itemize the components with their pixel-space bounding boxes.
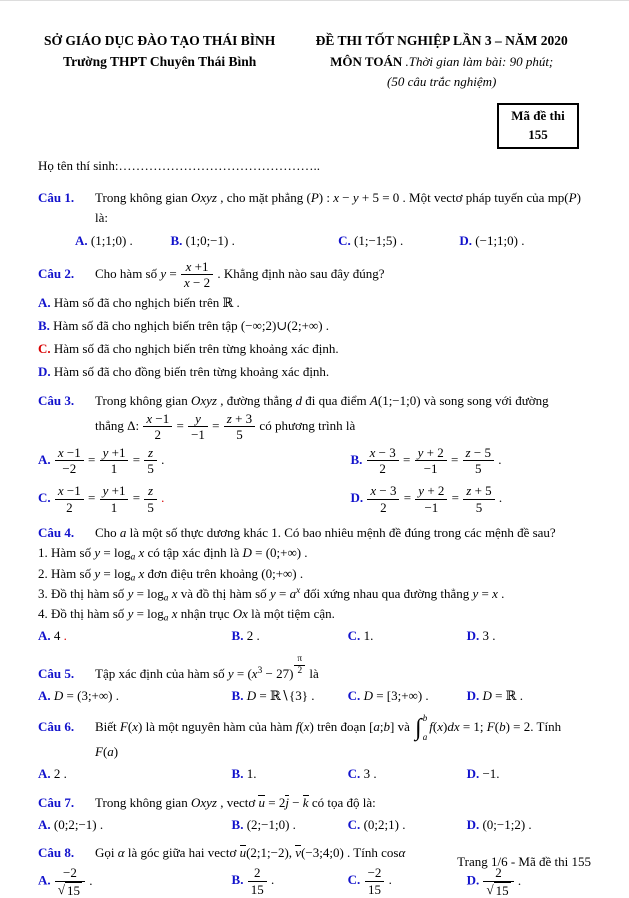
integral: ∫ b a xyxy=(415,713,428,743)
header xyxy=(38,31,591,92)
option-letter: B. xyxy=(38,318,54,334)
exam-title: ĐỀ THI TỐT NGHIỆP LẦN 3 – NĂM 2020 xyxy=(315,33,568,48)
option-letter: C. xyxy=(338,232,355,248)
subject-name: MÔN TOÁN xyxy=(330,53,406,69)
answer-option xyxy=(232,764,348,784)
question-first-line xyxy=(38,523,591,543)
question-number: Câu 8. xyxy=(38,844,75,860)
question-text: Tập xác định của hàm số $y = (x^3 - 27)$ $^{\frac{\pi}{2}}$ là xyxy=(95,654,319,681)
vector-bar: u xyxy=(258,794,265,810)
question-text-line: F(a) xyxy=(95,744,119,760)
option-letter: B. xyxy=(170,232,186,248)
square-root: √ 15 xyxy=(486,881,509,898)
question-text-line: 2. Hàm số $y = \log_a x$ đơn điệu trên khoảng (0;+∞) . xyxy=(38,565,304,583)
answer-option xyxy=(38,293,591,313)
question-number: Câu 6. xyxy=(38,719,75,735)
fraction: $\frac{y +1}{1}$ xyxy=(100,483,129,515)
option-letter: A. xyxy=(38,688,54,704)
option-text: (1;1;0) . xyxy=(90,232,133,248)
answer-option xyxy=(350,445,591,477)
school-name: Trường THPT Chuyên Thái Bình xyxy=(63,53,257,69)
option-text: Hàm số đã cho nghịch biến trên từng khoảng xác định. xyxy=(53,341,339,357)
fraction: $\frac{x - 3}{2}$ xyxy=(367,445,399,477)
answer-option xyxy=(348,686,467,706)
question-block xyxy=(38,654,591,706)
answer-option xyxy=(38,865,232,898)
exam-code-box xyxy=(497,103,579,149)
header-left xyxy=(38,31,281,73)
option-letter: D. xyxy=(466,816,483,832)
answer-option xyxy=(232,865,348,898)
radical-sign: √ xyxy=(57,881,66,897)
options-row xyxy=(38,686,591,706)
department-name: SỞ GIÁO DỤC ĐÀO TẠO THÁI BÌNH xyxy=(44,33,276,48)
question-text-line: 3. Đồ thị hàm số $y = \log_a x$ và đồ thị hàm số $y = a^x$ đối xứng nhau qua đường thẳng y = x . xyxy=(38,585,505,603)
option-text: (0;2;1) . xyxy=(363,816,406,832)
option-text: 4 xyxy=(53,627,61,643)
question-number: Câu 7. xyxy=(38,794,75,810)
fraction: $\frac{y + 2}{-1}$ xyxy=(415,483,447,515)
exam-code-label: Mã đề thi xyxy=(511,108,565,123)
question-block xyxy=(38,391,591,516)
option-text: D = ℝ∖{3} . xyxy=(246,688,315,704)
fraction: $\frac{x - 3}{2}$ xyxy=(367,483,399,515)
fraction: −2 √ 15 xyxy=(55,865,85,898)
answer-option xyxy=(170,231,338,251)
options-row xyxy=(38,293,591,383)
question-text-line: là: xyxy=(95,210,108,226)
answer-option xyxy=(38,626,232,646)
answer-option xyxy=(348,865,467,898)
option-letter: A. xyxy=(75,232,91,248)
option-suffix: . xyxy=(157,490,165,506)
answer-option xyxy=(467,815,591,835)
fraction: $\frac{z}{5}$ xyxy=(144,483,157,515)
page-footer: Trang 1/6 - Mã đề thi 155 xyxy=(457,853,591,869)
option-suffix: . xyxy=(60,627,67,643)
option-text: 3 . xyxy=(363,766,377,782)
option-letter: C. xyxy=(38,490,54,506)
question-first-line xyxy=(38,259,591,291)
answer-option xyxy=(348,815,467,835)
option-text: $\frac{x -1}{2}$ = $\frac{y +1}{1}$ = $\frac{z}{5}$ xyxy=(54,490,158,505)
fraction: 2 √ 15 xyxy=(483,865,513,898)
answer-option xyxy=(38,483,350,515)
option-text: (1;−1;5) . xyxy=(354,232,404,248)
option-letter: A. xyxy=(38,872,54,888)
fraction: $\frac{x +1}{x - 2}$ xyxy=(181,259,213,291)
fraction: $\frac{x -1}{-2}$ xyxy=(55,445,84,477)
question-first-line xyxy=(38,391,591,411)
option-text: $\frac{-2}{15}$ . xyxy=(364,872,392,887)
answer-option xyxy=(232,626,348,646)
option-letter: D. xyxy=(38,364,54,380)
question-number: Câu 5. xyxy=(38,665,75,681)
option-text: $\frac{2}{15}$ . xyxy=(247,872,275,887)
vector-bar: k xyxy=(302,794,309,810)
question-text: Cho a là một số thực dương khác 1. Có bao nhiêu mệnh đề đúng trong các mệnh đề sau? xyxy=(95,525,556,541)
fraction: $\frac{y}{-1}$ xyxy=(188,411,208,443)
option-text: −2 √ 15 . xyxy=(54,873,93,888)
option-text: $\frac{x -1}{-2}$ = $\frac{y +1}{1}$ = $\frac{z}{5}$ . xyxy=(54,452,164,467)
fraction: $\frac{-2}{15}$ xyxy=(365,865,385,897)
answer-option xyxy=(232,815,348,835)
header-right xyxy=(292,31,591,92)
option-letter: B. xyxy=(231,688,247,704)
question-text: Biết F(x) là một nguyên hàm của hàm f(x) trên đoạn [a;b] và ∫ b a f(x)dx = 1; F(b) = 2. Tính xyxy=(95,713,562,743)
option-text: (2;−1;0) . xyxy=(246,816,296,832)
option-letter: A. xyxy=(38,294,54,310)
answer-option xyxy=(348,764,467,784)
option-text: Hàm số đã cho nghịch biến trên tập (−∞;2)∪(2;+∞) . xyxy=(53,318,330,334)
question-text: Trong không gian Oxyz , vectơ u = 2j − k có tọa độ là: xyxy=(95,794,376,810)
option-text: 2 . xyxy=(53,766,67,782)
fraction: $\frac{x -1}{2}$ xyxy=(55,483,84,515)
question-first-line xyxy=(38,793,591,813)
options-row xyxy=(38,764,591,784)
option-letter: B. xyxy=(231,766,247,782)
answer-option xyxy=(38,686,232,706)
question-count: (50 câu trắc nghiệm) xyxy=(387,74,497,90)
option-letter: D. xyxy=(350,490,367,506)
option-text: Hàm số đã cho đồng biến trên từng khoảng xác định. xyxy=(53,364,330,380)
answer-option xyxy=(38,339,591,359)
question-block xyxy=(38,523,591,646)
option-letter: A. xyxy=(38,816,54,832)
answer-option xyxy=(232,686,348,706)
question-block xyxy=(38,188,591,250)
option-text: D = ℝ . xyxy=(482,688,523,704)
options-row xyxy=(38,445,591,515)
option-letter: D. xyxy=(459,232,476,248)
vector-bar: j xyxy=(285,794,289,810)
fraction: $\frac{x -1}{2}$ xyxy=(143,411,172,443)
option-letter: C. xyxy=(347,872,364,888)
option-letter: A. xyxy=(38,627,54,643)
answer-option xyxy=(459,231,591,251)
option-text: D = (3;+∞) . xyxy=(53,688,119,704)
answer-option xyxy=(75,231,170,251)
answer-option xyxy=(467,686,591,706)
fraction: $\frac{2}{15}$ xyxy=(248,865,267,897)
radical-sign: √ xyxy=(486,881,494,897)
fraction: $\frac{z + 5}{5}$ xyxy=(463,483,494,515)
question-first-line xyxy=(38,714,591,742)
vector-bar: u xyxy=(239,844,247,860)
options-row xyxy=(38,815,591,835)
question-number: Câu 4. xyxy=(38,525,75,541)
option-text: 1. xyxy=(363,627,374,643)
fraction: $\frac{z + 3}{5}$ xyxy=(224,411,255,443)
vector-bar: v xyxy=(295,844,302,860)
option-letter: B. xyxy=(231,816,247,832)
option-letter: D. xyxy=(466,872,483,888)
exam-code-value: 155 xyxy=(528,126,548,142)
option-text: (0;2;−1) . xyxy=(53,816,104,832)
student-name-line: Họ tên thí sinh:……………………………………….. xyxy=(38,158,321,174)
question-block xyxy=(38,793,591,835)
question-text: Gọi α là góc giữa hai vectơ u(2;1;−2), v(−3;4;0) . Tính cosα xyxy=(95,844,406,860)
duration-text: .Thời gian làm bài: 90 phút; xyxy=(405,53,554,69)
option-text: 2 √ 15 . xyxy=(482,873,521,888)
option-letter: D. xyxy=(466,766,483,782)
answer-option xyxy=(38,362,591,382)
option-text: 1. xyxy=(246,766,257,782)
option-text: (1;0;−1) . xyxy=(185,232,235,248)
option-letter: D. xyxy=(466,627,483,643)
answer-option xyxy=(467,626,591,646)
question-text-line: thẳng Δ: $\frac{x -1}{2}$ = $\frac{y}{-1}$ = $\frac{z + 3}{5}$ có phương trình là xyxy=(95,410,356,443)
fraction: $\frac{y +1}{1}$ xyxy=(100,445,129,477)
answer-option xyxy=(338,231,459,251)
option-letter: B. xyxy=(350,451,366,467)
option-text: $\frac{x - 3}{2}$ = $\frac{y + 2}{-1}$ = $\frac{z + 5}{5}$ . xyxy=(366,490,502,505)
answer-option xyxy=(38,316,591,336)
square-root: √ 15 xyxy=(57,881,81,898)
fraction: $\frac{y + 2}{-1}$ xyxy=(415,445,447,477)
options-row xyxy=(75,231,591,251)
options-row xyxy=(38,626,591,646)
option-text: Hàm số đã cho nghịch biến trên ℝ . xyxy=(53,294,240,310)
fraction: π 2 xyxy=(294,654,305,677)
question-first-line xyxy=(38,188,591,208)
answer-option xyxy=(38,445,350,477)
option-text: D = [3;+∞) . xyxy=(363,688,429,704)
option-letter: C. xyxy=(38,341,54,357)
questions-list xyxy=(38,188,591,898)
answer-option xyxy=(350,483,591,515)
question-block xyxy=(38,259,591,383)
question-text-line: 4. Đồ thị hàm số $y = \log_a x$ nhận trục Ox là một tiệm cận. xyxy=(38,605,335,624)
option-text: 3 . xyxy=(482,627,496,643)
integral-sign: ∫ xyxy=(415,715,422,742)
fraction: $\frac{z}{5}$ xyxy=(144,445,157,477)
answer-option xyxy=(38,815,232,835)
question-number: Câu 1. xyxy=(38,190,75,206)
option-letter: A. xyxy=(38,766,54,782)
question-text: Trong không gian Oxyz , đường thẳng d đi qua điểm A(1;−1;0) và song song với đường xyxy=(95,392,549,408)
option-text: −1. xyxy=(482,766,500,782)
question-number: Câu 3. xyxy=(38,392,75,408)
option-letter: D. xyxy=(466,688,483,704)
option-text: $\frac{x - 3}{2}$ = $\frac{y + 2}{-1}$ = $\frac{z - 5}{5}$ . xyxy=(366,452,502,467)
question-number: Câu 2. xyxy=(38,265,75,281)
answer-option xyxy=(38,764,232,784)
option-text: (−1;1;0) . xyxy=(475,232,525,248)
option-letter: C. xyxy=(347,627,364,643)
fraction: $\frac{z - 5}{5}$ xyxy=(463,445,494,477)
option-letter: C. xyxy=(347,766,364,782)
subject-duration-line xyxy=(292,52,591,72)
question-first-line xyxy=(38,654,591,684)
option-letter: B. xyxy=(231,627,247,643)
option-letter: B. xyxy=(231,872,247,888)
question-block xyxy=(38,714,591,784)
question-text: Trong không gian Oxyz , cho mặt phẳng (P) : x − y + 5 = 0 . Một vectơ pháp tuyến của mp(P) xyxy=(95,190,581,206)
option-letter: C. xyxy=(347,816,364,832)
option-text: 2 . xyxy=(246,627,260,643)
answer-option xyxy=(348,626,467,646)
question-text-line: 1. Hàm số $y = \log_a x$ có tập xác định là D = (0;+∞) . xyxy=(38,545,308,563)
answer-option xyxy=(467,764,591,784)
option-letter: A. xyxy=(38,451,54,467)
question-text: Cho hàm số y = $\frac{x +1}{x - 2}$ . Khẳng định nào sau đây đúng? xyxy=(95,258,385,291)
option-text: (0;−1;2) . xyxy=(482,816,532,832)
option-letter: C. xyxy=(347,688,364,704)
